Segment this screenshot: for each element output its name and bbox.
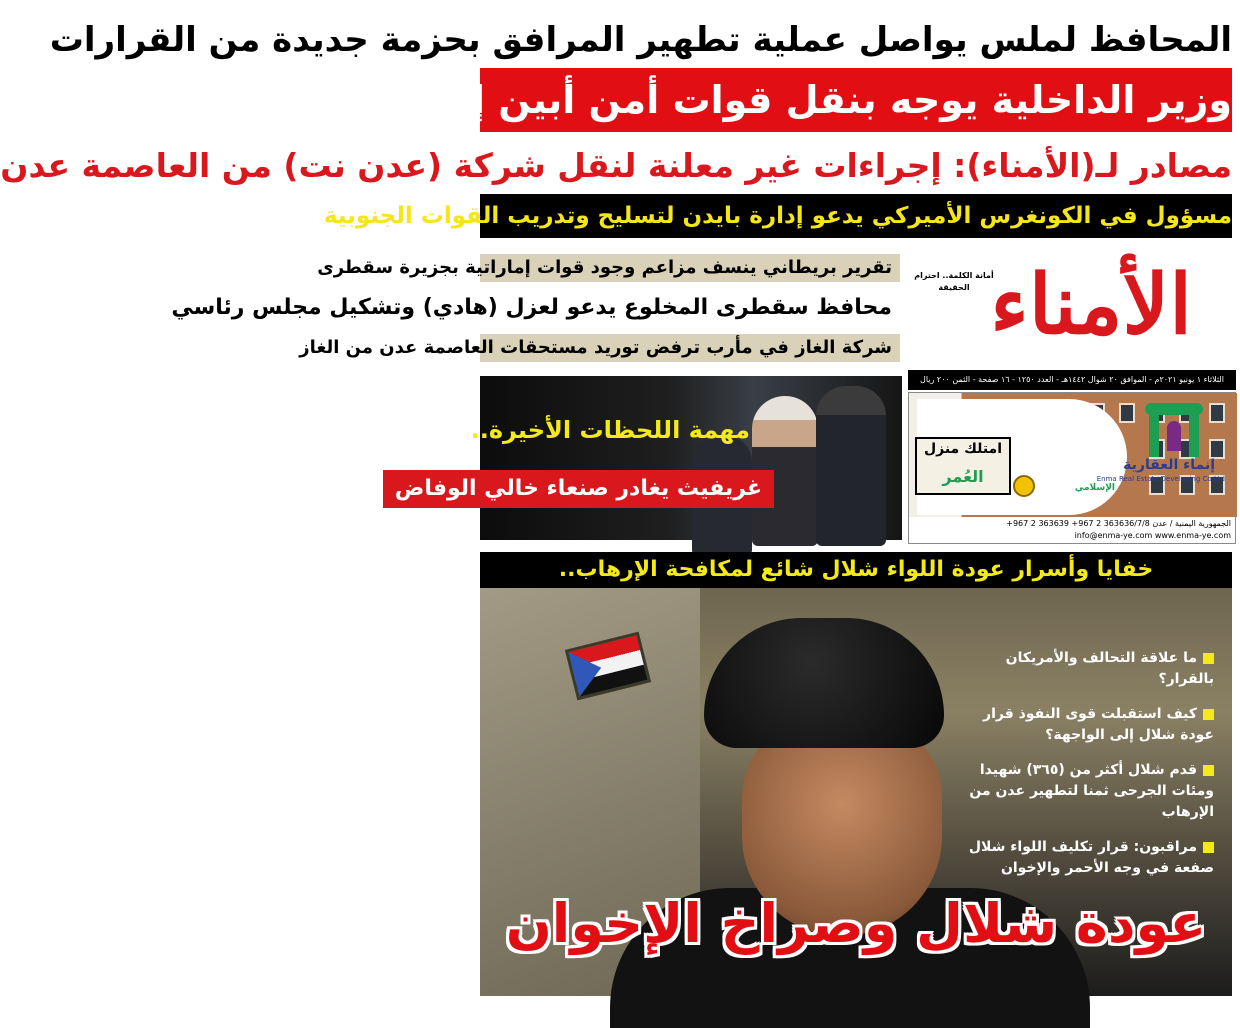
ad-website: info@enma-ye.com www.enma-ye.com: [1074, 531, 1231, 540]
enma-logo-icon: [1145, 403, 1203, 457]
photo-story-headline: غريفيث يغادر صنعاء خالي الوفاض: [383, 470, 774, 508]
ad-brand: إنماء العقارية: [1123, 457, 1215, 473]
bullet-square-icon: [1203, 765, 1214, 776]
ad-contact: الجمهورية اليمنية / عدن 363636/7/8 2 967+ 363639 2 967+: [1006, 519, 1231, 528]
ad-slogan-line1: امتلك منزل: [923, 441, 1003, 457]
main-headline: عودة شلال وصراخ الإخوان: [505, 892, 1207, 955]
bullet-item: مراقبون: قرار تكليف اللواء شلال صفعة في وجه الأحمر والإخوان: [968, 839, 1214, 876]
masthead-title: الأمناء: [990, 257, 1192, 353]
ad-islamic-label: الإسلامي: [1074, 483, 1115, 493]
advertisement: [908, 392, 1236, 544]
ad-slogan-line2: العُمر: [942, 467, 984, 486]
black-banner-headline: مسؤول في الكونغرس الأميركي يدعو إدارة بايدن لتسليح وتدريب القوات الجنوبية: [480, 194, 1232, 238]
person-figure: [816, 386, 886, 546]
bullet-square-icon: [1203, 842, 1214, 853]
masthead: [908, 246, 1236, 366]
ad-seal-icon: [1013, 475, 1035, 497]
bullet-square-icon: [1203, 653, 1214, 664]
main-photo: [480, 588, 1232, 996]
dateline: الثلاثاء ١ يونيو ٢٠٢١م - الموافق ٢٠ شوال ١٤٤٢هـ - العدد ١٢٥٠ - ١٦ صفحة - الثمن ٢٠٠ ريال: [908, 370, 1236, 390]
beret: [704, 618, 944, 748]
bullet-item: قدم شلال أكثر من (٣٦٥) شهيدا ومئات الجرحى ثمنا لتطهير عدن من الإرهاب: [969, 762, 1214, 820]
red-text-headline: مصادر لـ(الأمناء): إجراءات غير معلنة لنقل شركة (عدن نت) من العاصمة عدن: [0, 146, 1232, 185]
ad-company-name: Enma Real Estate Developing Co Ltd: [1096, 475, 1225, 483]
bullet-item: ما علاقة التحالف والأمريكان بالقرار؟: [1005, 650, 1214, 687]
side-story-1: تقرير بريطاني ينسف مزاعم وجود قوات إماراتية بجزيرة سقطرى: [480, 254, 900, 282]
red-banner-headline: وزير الداخلية يوجه بنقل قوات أمن أبين إلى شبوة: [480, 68, 1232, 132]
bullet-item: كيف استقبلت قوى النفوذ قرار عودة شلال إلى الواجهة؟: [983, 706, 1214, 743]
photo-story: [394, 376, 902, 540]
side-story-2: محافظ سقطرى المخلوع يدعو لعزل (هادي) وتشكيل مجلس رئاسي: [480, 288, 900, 328]
bullet-square-icon: [1203, 709, 1214, 720]
photo-story-kicker: مهمة اللحظات الأخيرة..: [470, 416, 750, 444]
masthead-slogan: أمانة الكلمة.. احترام الحقيقة: [914, 271, 994, 292]
bullet-list: [952, 648, 1214, 893]
top-headline: المحافظ لملس يواصل عملية تطهير المرافق بحزمة جديدة من القرارات: [49, 20, 1232, 60]
main-subheadline: خفايا وأسرار عودة اللواء شلال شائع لمكافحة الإرهاب..: [480, 552, 1232, 588]
side-story-3: شركة الغاز في مأرب ترفض توريد مستحقات العاصمة عدن من الغاز: [480, 334, 900, 362]
